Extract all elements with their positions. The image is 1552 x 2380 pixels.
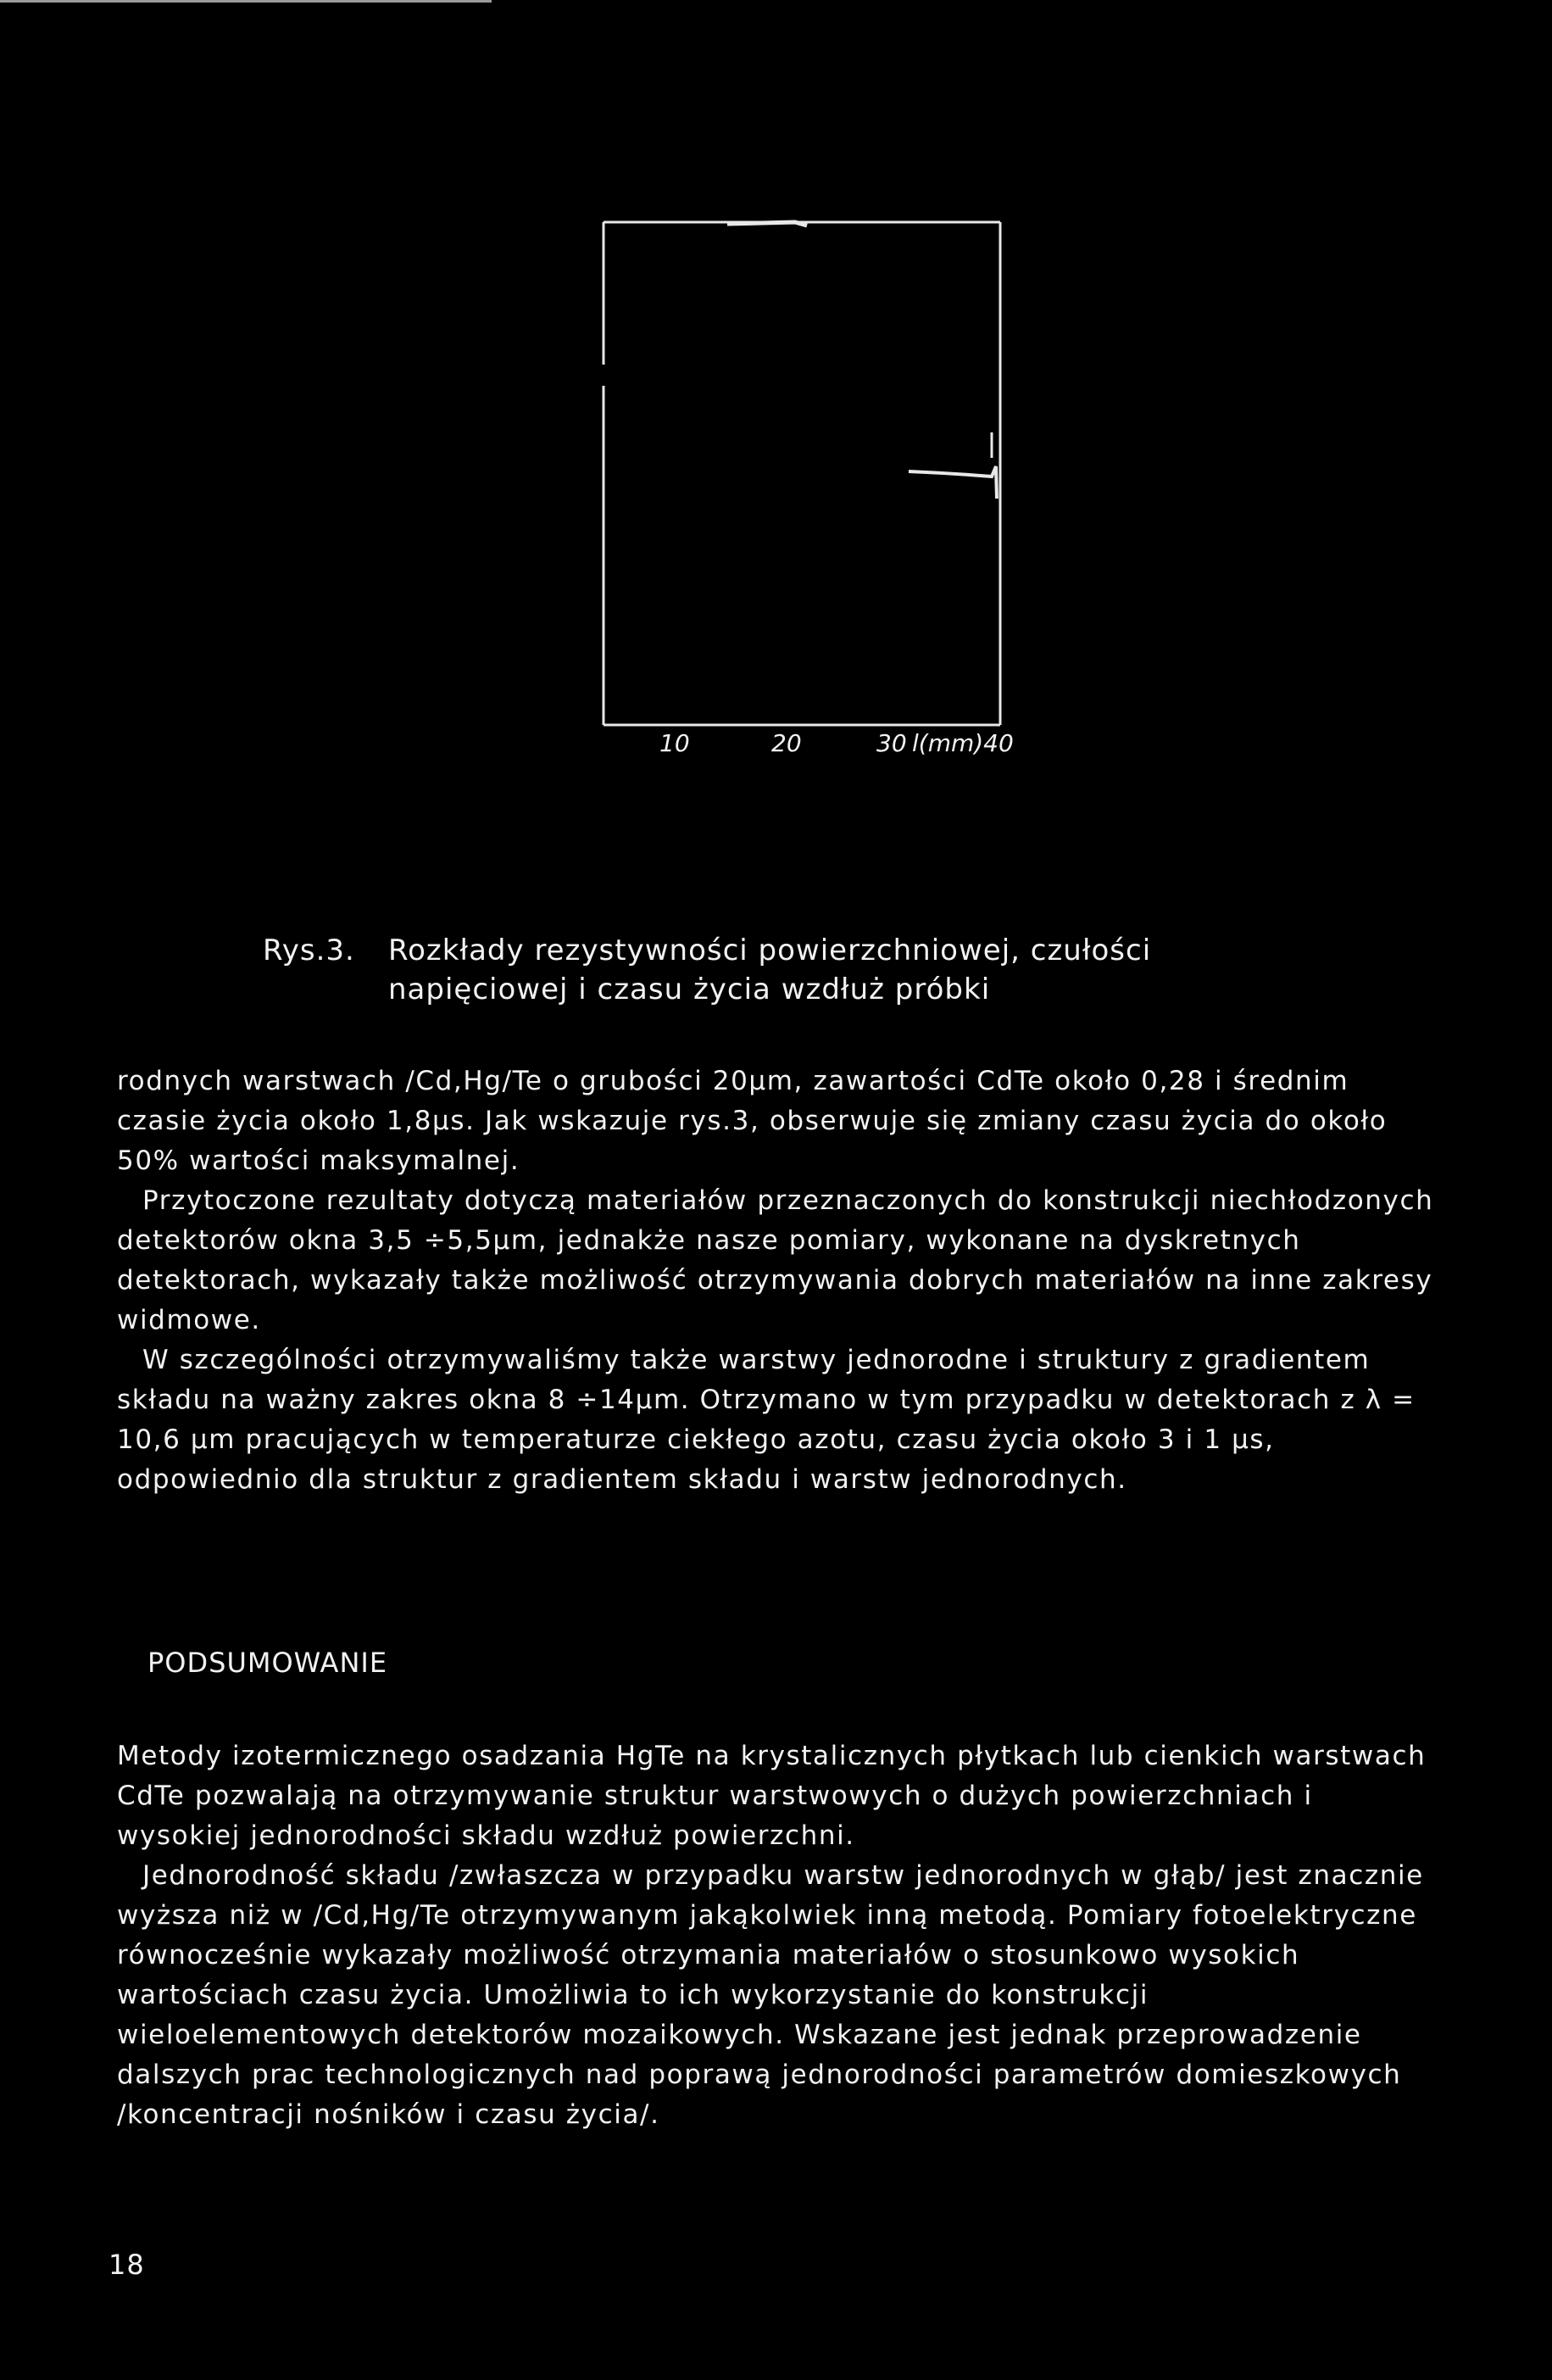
page-number: 18	[108, 2249, 145, 2281]
paragraph: W szczególności otrzymywaliśmy także warstwy jednorodne i struktury z gradientem składu na ważny zakres okna 8 ÷14μm. Otrzymano w tym przypadku w detektorach z λ = 10,6 μm pracujących w temperaturze ciekłego azotu, czasu życia około 3 i 1 μs, odpowiednio dla struktur z gradientem składu i warstw jednorodnych.	[117, 1345, 1416, 1495]
text-block-summary	[117, 1736, 1439, 2135]
caption-line-2: napięciowej i czasu życia wzdłuż próbki	[388, 973, 991, 1006]
figure-caption	[263, 931, 1151, 1009]
caption-line-1: Rozkłady rezystywności powierzchniowej, czułości	[388, 934, 1152, 967]
paragraph: Metody izotermicznego osadzania HgTe na krystalicznych płytkach lub cienkich warstwach CdTe pozwalają na otrzymywanie struktur warstwowych o dużych powierzchniach i wysokiej jednorodności składu wzdłuż powierzchni.	[117, 1741, 1427, 1851]
x-tick-20: 20	[771, 729, 802, 757]
caption-number: Rys.3.	[263, 934, 355, 967]
x-axis-label: l(mm)40	[912, 729, 1014, 757]
page-top-edge	[0, 0, 492, 3]
figure-frame	[593, 212, 1034, 729]
paragraph: rodnych warstwach /Cd,Hg/Te o grubości 20μm, zawartości CdTe około 0,28 i średnim czasie życia około 1,8μs. Jak wskazuje rys.3, obserwuje się zmiany czasu życia do około 50% wartości maksymalnej.	[117, 1066, 1388, 1176]
x-tick-30: 30	[876, 729, 907, 757]
x-tick-10: 10	[659, 729, 690, 757]
text-block-results	[117, 1062, 1439, 1500]
paragraph: Jednorodność składu /zwłaszcza w przypadku warstw jednorodnych w głąb/ jest znacznie wyższa niż w /Cd,Hg/Te otrzymywanym jakąkolwiek inną metodą. Pomiary fotoelektryczne równocześnie wykazały możliwość otrzymania materiałów o stosunkowo wysokich wartościach czasu życia. Umożliwia to ich wykorzystanie do konstrukcji wieloelementowych detektorów mozaikowych. Wskazane jest jednak przeprowadzenie dalszych prac technologicznych nad poprawą jednorodności parametrów domieszkowych /koncentracji nośników i czasu życia/.	[117, 1860, 1424, 2130]
paragraph: Przytoczone rezultaty dotyczą materiałów przeznaczonych do konstrukcji niechłodzonych detektorów okna 3,5 ÷5,5μm, jednakże nasze pomiary, wykonane na dyskretnych detektorach, wykazały także możliwość otrzymywania dobrych materiałów na inne zakresy widmowe.	[117, 1185, 1434, 1335]
figure-plot	[593, 212, 1034, 763]
section-title: PODSUMOWANIE	[147, 1647, 388, 1679]
